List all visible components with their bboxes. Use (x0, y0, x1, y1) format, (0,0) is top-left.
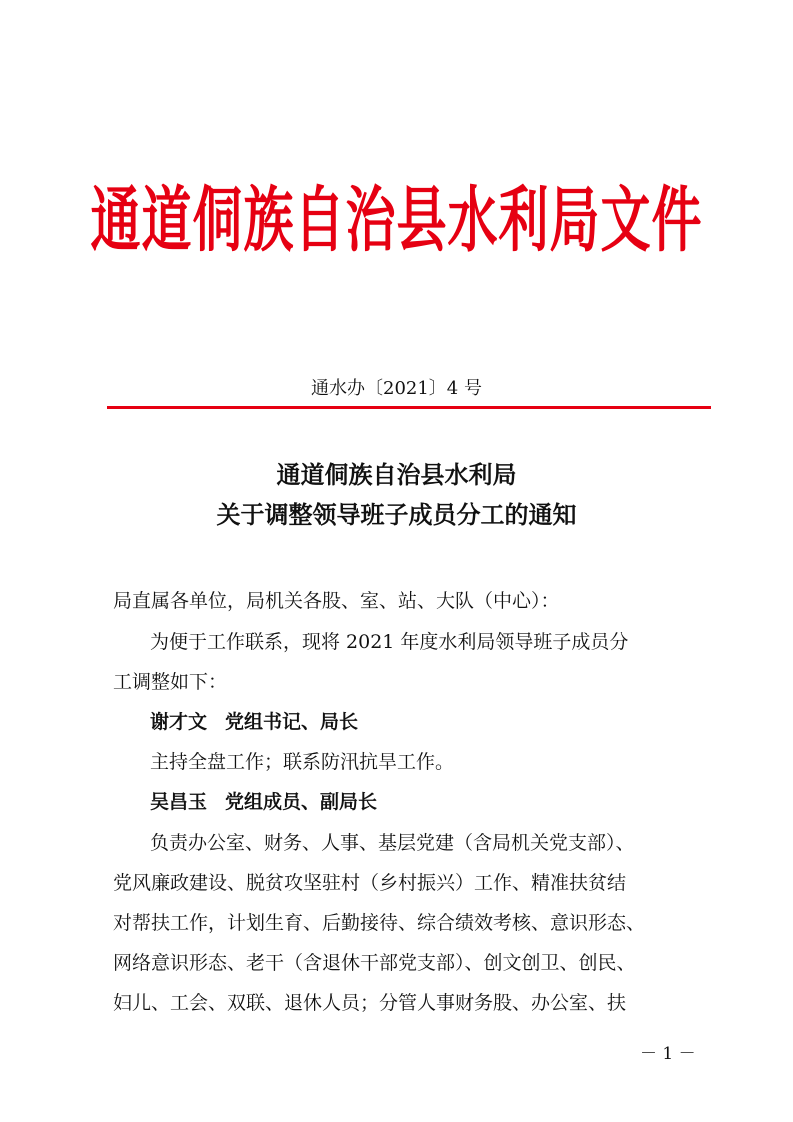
salutation: 局直属各单位，局机关各股、室、站、大队（中心）： (113, 590, 560, 612)
document-header-title: 通道侗族自治县水利局文件 (90, 179, 703, 262)
leader-2-position: 党组成员、副局长 (225, 791, 378, 813)
leader-2-heading (150, 793, 377, 812)
document-number: 通水办〔2021〕4 号 (311, 378, 482, 399)
leader-2-duties-line-5: 妇儿、工会、双联、退休人员；分管人事财务股、办公室、扶 (113, 992, 627, 1014)
leader-1-duties: 主持全盘工作；联系防汛抗旱工作。 (150, 751, 455, 773)
leader-2-duties-line-4: 网络意识形态、老干（含退休干部党支部）、创文创卫、创民、 (113, 952, 636, 974)
notice-title-line-2: 关于调整领导班子成员分工的通知 (216, 501, 577, 529)
red-divider-line (107, 406, 711, 409)
leader-2-duties-line-3: 对帮扶工作，计划生育、后勤接待、综合绩效考核、意识形态、 (113, 912, 646, 934)
leader-2-duties-line-1: 负责办公室、财务、人事、基层党建（含局机关党支部）、 (150, 832, 635, 854)
intro-line-1: 为便于工作联系，现将 2021 年度水利局领导班子成员分 (150, 631, 629, 653)
intro-line-2: 工调整如下： (113, 671, 228, 693)
leader-1-position: 党组书记、局长 (225, 711, 359, 733)
leader-2-duties-line-2: 党风廉政建设、脱贫攻坚驻村（乡村振兴）工作、精准扶贫结 (113, 872, 627, 894)
page-number: － 1 － (640, 1044, 696, 1064)
leader-1-name: 谢才文 (150, 711, 208, 733)
notice-title-line-1: 通道侗族自治县水利局 (276, 461, 517, 489)
leader-1-heading (150, 713, 358, 732)
leader-2-name: 吴昌玉 (150, 791, 208, 813)
